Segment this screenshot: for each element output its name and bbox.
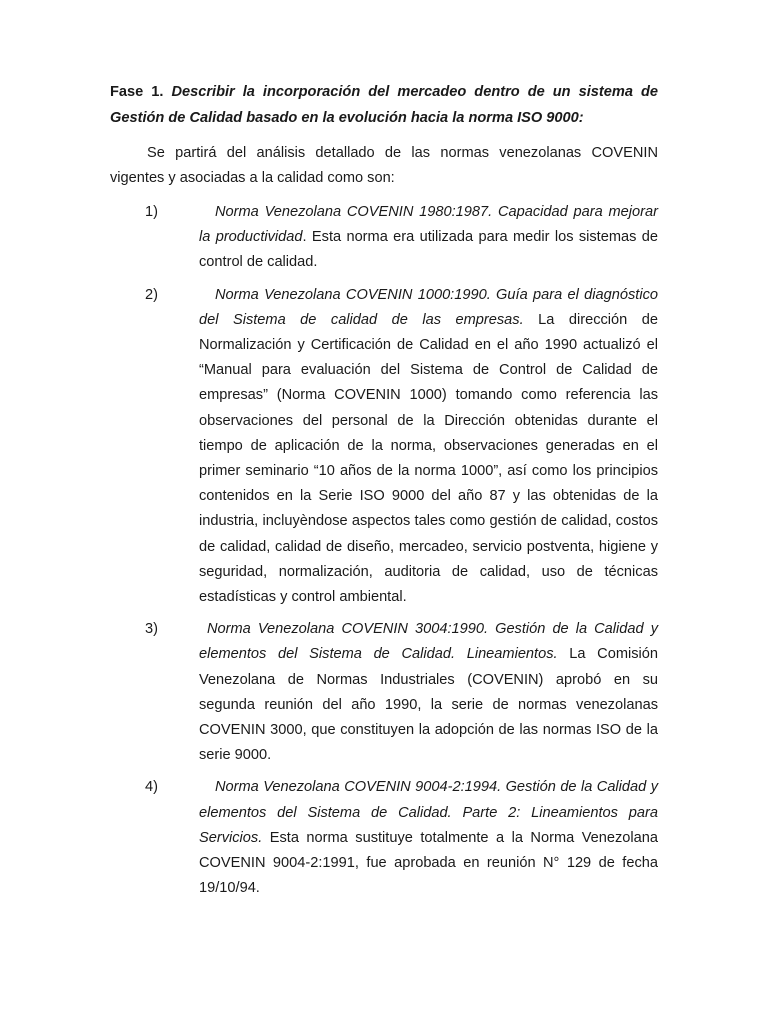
standard-description: La dirección de Normalización y Certificación de Calidad en el año 1990 actualizó el “Manual para evaluación del Sistema de Control de Calidad de empresas” (Norma COVENIN 1000) tomando como referencia las observaciones del personal de la Dirección obtenidas durante el tiempo de aplicación de la norma, observaciones generadas en el primer seminario “10 años de la norma 1000”, así como los principios contenidos en la Serie ISO 9000 del año 87 y las obtenidas de la industria, incluyèndose aspectos tales como gestión de calidad, costos de calidad, calidad de diseño, mercadeo, servicio postventa, higiene y seguridad, normalización, auditoria de calidad, uso de técnicas estadísticas y control ambiental.: [199, 311, 658, 606]
list-item-number: 4): [145, 779, 158, 796]
list-item: [110, 617, 658, 768]
standard-title: Norma Venezolana COVENIN 3004:1990. Gestión de la Calidad y elementos del Sistema de Calidad. Lineamientos.: [199, 621, 658, 663]
standard-description: La Comisión Venezolana de Normas Industriales (COVENIN) aprobó en su segunda reunión del año 1990, la serie de normas venezolanas COVENIN 3000, que constituyen la adopción de las normas ISO de la serie 9000.: [199, 646, 659, 764]
phase-title: Describir la incorporación del mercadeo dentro de un sistema de Gestión de Calidad basado en la evolución hacia la norma ISO 9000:: [110, 84, 658, 126]
list-item: [110, 200, 658, 276]
standard-title: Norma Venezolana COVENIN 1000:1990. Guía para el diagnóstico del Sistema de calidad de las empresas.: [199, 286, 658, 328]
list-item-number: 2): [145, 286, 158, 303]
document-page: [110, 80, 658, 901]
section-heading: [110, 80, 658, 131]
standard-description: . Esta norma era utilizada para medir los sistemas de control de calidad.: [199, 229, 658, 271]
phase-label: Fase 1.: [110, 84, 164, 100]
standard-title: Norma Venezolana COVENIN 9004-2:1994. Gestión de la Calidad y elementos del Sistema de Calidad. Parte 2: Lineamientos para Servicios.: [199, 779, 658, 846]
list-item-number: 1): [145, 204, 158, 220]
list-item: [110, 775, 658, 901]
list-item: [110, 283, 658, 611]
standard-title: Norma Venezolana COVENIN 1980:1987. Capacidad para mejorar la productividad: [199, 204, 658, 246]
list-item-number: 3): [145, 621, 158, 638]
standards-list: [110, 200, 658, 901]
intro-paragraph: Se partirá del análisis detallado de las normas venezolanas COVENIN vigentes y asociadas a la calidad como son:: [110, 145, 658, 186]
standard-description: Esta norma sustituye totalmente a la Norma Venezolana COVENIN 9004-2:1991, fue aprobada en reunión N° 129 de fecha 19/10/94.: [199, 829, 658, 897]
